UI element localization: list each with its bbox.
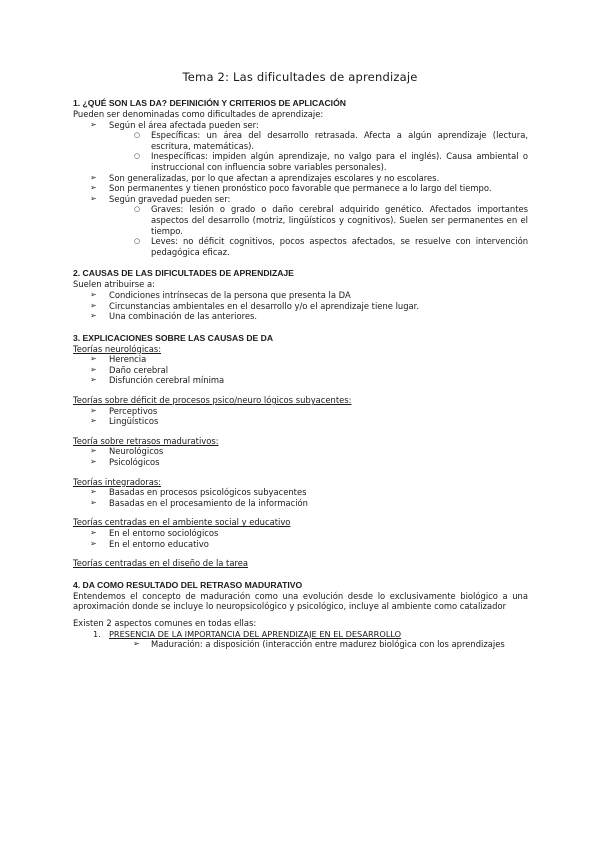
arrow-bullet-icon: ➢: [90, 528, 97, 537]
circle-bullet-icon: ○: [134, 152, 141, 161]
arrow-bullet-icon: ➢: [90, 300, 97, 310]
list-item: ➢ En el entorno educativo: [90, 538, 209, 549]
list-item: ➢ Maduración: a disposición (interacción entre madurez biológica con los aprendizajes: [133, 639, 505, 650]
arrow-bullet-icon: ➢: [90, 183, 97, 193]
section-4-intro: Existen 2 aspectos comunes en todas ellas:: [73, 617, 257, 628]
list-item: ➢ Son permanentes y tienen pronóstico poco favorable que permanece a lo largo del tiempo.: [90, 183, 492, 194]
theory-group-title: Teorías sobre déficit de procesos psico/neuro lógicos subyacentes:: [73, 395, 352, 406]
theory-group-title: Teorías centradas en el ambiente social y educativo: [73, 517, 291, 528]
list-item: ○ Inespecíficas: impiden algún aprendizaje, no valgo para el inglés). Causa ambiental o instruccional con influencia sobre variables personales).: [134, 151, 528, 172]
document-title: Tema 2: Las dificultades de aprendizaje: [182, 70, 418, 84]
list-item: ➢ Disfunción cerebral mínima: [90, 375, 225, 386]
list-item: ➢ Basadas en procesos psicológicos subyacentes: [90, 487, 307, 498]
section-1-heading: 1. ¿QUÉ SON LAS DA? DEFINICIÓN Y CRITERIOS DE APLICACIÓN: [73, 98, 346, 108]
arrow-bullet-icon: ➢: [90, 364, 97, 374]
theory-group-title: Teorías centradas en el diseño de la tarea: [73, 558, 249, 569]
arrow-bullet-icon: ➢: [90, 354, 97, 364]
list-item: ➢ Daño cerebral: [90, 364, 169, 375]
circle-bullet-icon: ○: [134, 237, 141, 246]
arrow-bullet-icon: ➢: [90, 172, 97, 182]
list-item: ➢ Una combinación de las anteriores.: [90, 311, 258, 322]
arrow-bullet-icon: ➢: [90, 487, 97, 497]
numbered-item: 1. PRESENCIA DE LA IMPORTANCIA DEL APRENDIZAJE EN EL DESARROLLO: [93, 628, 402, 639]
list-item: ○ Graves: lesión o grado o daño cerebral adquirido genético. Afectados importantes aspectos del desarrollo (motriz, lingüísticos y cognitivos). Suelen ser permanentes en el tiempo.: [134, 204, 528, 236]
list-item: ○ Leves: no déficit cognitivos, pocos aspectos afectados, se resuelve con intervención pedagógica eficaz.: [134, 236, 528, 257]
section-2-heading: 2. CAUSAS DE LAS DIFICULTADES DE APRENDIZAJE: [73, 268, 294, 279]
list-item: ○ Específicas: un área del desarrollo retrasada. Afecta a algún aprendizaje (lectura, escritura, matemáticas).: [134, 130, 528, 151]
theory-group-title: Teoría sobre retrasos madurativos:: [73, 435, 219, 446]
list-item: ➢ Perceptivos: [90, 405, 158, 416]
list-item: ➢ En el entorno sociológicos: [90, 528, 219, 538]
section-4-paragraph: Entendemos el concepto de maduración como una evolución desde lo exclusivamente biológico a una aproximación donde se incluye lo neuropsicológico y psicológico, incluye al ambiente como catalizador: [73, 590, 528, 612]
arrow-bullet-icon: ➢: [90, 289, 97, 299]
list-item: ➢ Neurológicos: [90, 446, 164, 457]
list-item: ➢ Lingüísticos: [90, 416, 159, 427]
list-item: ➢ Herencia: [90, 354, 147, 365]
list-item: ➢ Circunstancias ambientales en el desarrollo y/o el aprendizaje tiene lugar.: [90, 300, 419, 311]
arrow-bullet-icon: ➢: [90, 193, 97, 203]
arrow-bullet-icon: ➢: [90, 446, 97, 456]
circle-bullet-icon: ○: [134, 205, 141, 214]
arrow-bullet-icon: ➢: [90, 416, 97, 426]
arrow-bullet-icon: ➢: [90, 497, 97, 507]
list-item: ➢ Basadas en el procesamiento de la información: [90, 497, 308, 508]
section-1-intro: Pueden ser denominadas como dificultades de aprendizaje:: [73, 109, 324, 119]
circle-bullet-icon: ○: [134, 131, 141, 140]
list-item: ➢ Condiciones intrínsecas de la persona que presenta la DA: [90, 289, 351, 300]
arrow-bullet-icon: ➢: [90, 311, 97, 321]
list-item: ➢ Según gravedad pueden ser:: [90, 193, 231, 204]
theory-group-title: Teorías neurológicas:: [73, 343, 162, 354]
list-item: ➢ Son generalizadas, por lo que afectan a aprendizajes escolares y no escolares.: [90, 172, 440, 183]
document-body: [73, 98, 528, 650]
section-2-intro: Suelen atribuirse a:: [73, 279, 155, 290]
arrow-bullet-icon: ➢: [90, 405, 97, 415]
arrow-bullet-icon: ➢: [90, 119, 97, 129]
section-3-heading: 3. EXPLICACIONES SOBRE LAS CAUSAS DE DA: [73, 332, 274, 343]
arrow-bullet-icon: ➢: [90, 375, 97, 385]
section-4-heading: 4. DA COMO RESULTADO DEL RETRASO MADURATIVO: [73, 579, 303, 590]
arrow-bullet-icon: ➢: [133, 639, 140, 649]
theory-group-title: Teorías integradoras:: [73, 476, 162, 487]
arrow-bullet-icon: ➢: [90, 538, 97, 548]
arrow-bullet-icon: ➢: [90, 457, 97, 467]
list-item: ➢ Según el área afectada pueden ser:: [90, 119, 259, 130]
list-item: ➢ Psicológicos: [90, 457, 160, 468]
